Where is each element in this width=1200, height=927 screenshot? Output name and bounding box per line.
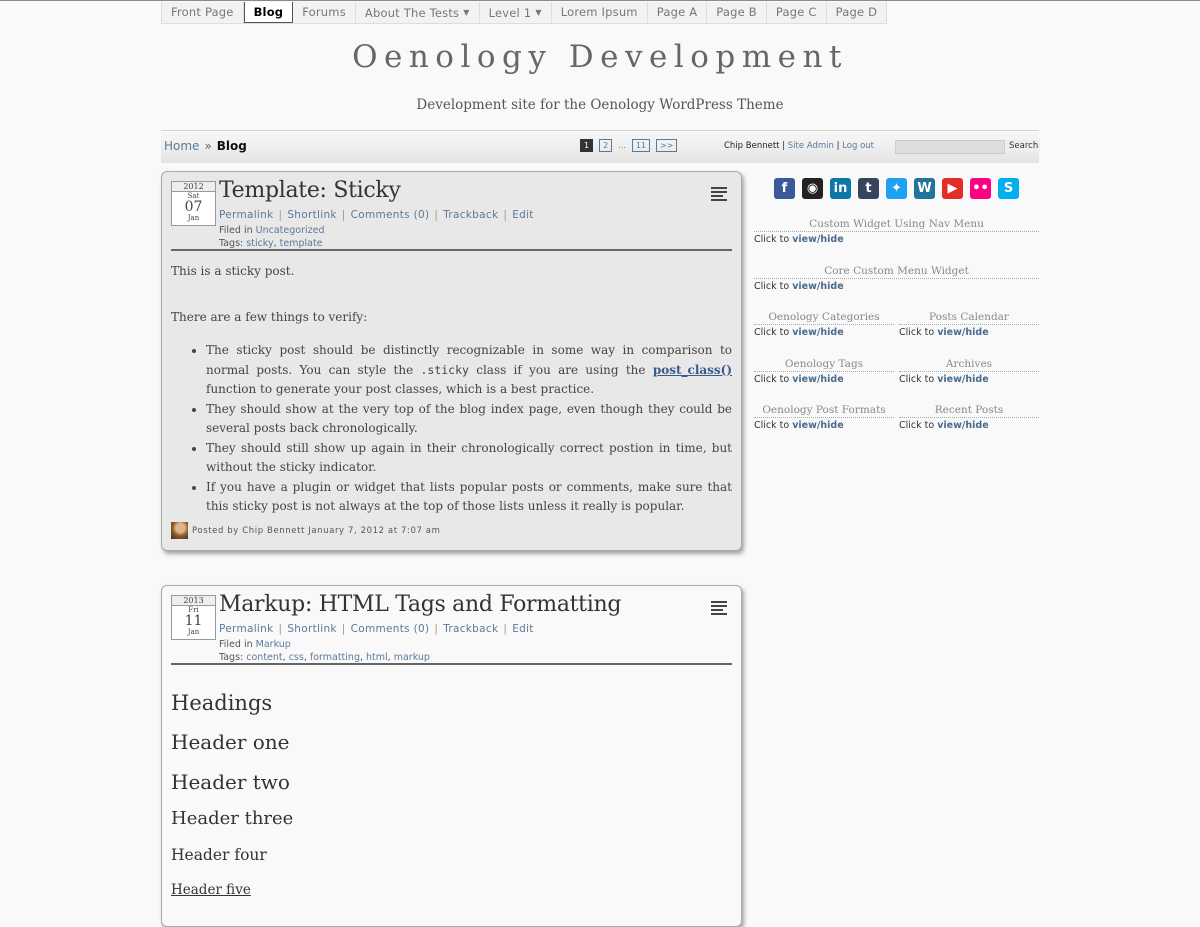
linkedin-icon[interactable]: in <box>830 178 851 199</box>
tags-label: Tags: <box>219 652 244 663</box>
post-title[interactable]: Markup: HTML Tags and Formatting <box>219 592 622 617</box>
post-date-year: 2012 <box>172 182 215 192</box>
tag-separator: , <box>303 652 310 663</box>
nav-item-label: Forums <box>302 5 346 19</box>
edit-link[interactable]: Edit <box>512 623 534 635</box>
tag-link[interactable]: formatting <box>309 652 360 663</box>
heading-sample: Headings <box>171 691 273 715</box>
breadcrumb-separator: » <box>204 139 212 153</box>
nav-item-label: Lorem Ipsum <box>560 5 638 19</box>
nav-item-level-1[interactable] <box>480 2 552 23</box>
widget-core-custom-menu <box>754 264 1039 292</box>
nav-item-page-a[interactable] <box>648 2 708 23</box>
tag-link[interactable]: template <box>279 238 323 249</box>
toggle-prefix: Click to <box>899 374 935 385</box>
heading-five: Header five <box>171 882 251 898</box>
search-input[interactable] <box>895 140 1005 154</box>
pagination-ellipsis: ... <box>618 141 626 150</box>
toggle-prefix: Click to <box>754 234 790 245</box>
widget-custom-nav-menu <box>754 217 1039 245</box>
trackback-link[interactable]: Trackback <box>443 623 499 635</box>
toggle-prefix: Click to <box>754 327 790 338</box>
tag-link[interactable]: content <box>246 652 283 663</box>
github-icon[interactable]: ◉ <box>802 178 823 199</box>
post-class-link[interactable]: post_class() <box>652 362 733 377</box>
toggle-prefix: Click to <box>754 281 790 292</box>
tag-link[interactable]: css <box>288 652 304 663</box>
nav-item-label: Page B <box>716 5 757 19</box>
list-item: • They should still show up again in their chronologically correct postion in time, but without the sticky indicator. <box>206 439 732 478</box>
heading-four: Header four <box>171 846 267 864</box>
nav-item-forums[interactable] <box>293 2 356 23</box>
comments-link[interactable]: Comments (0) <box>350 209 430 221</box>
nav-item-lorem-ipsum[interactable] <box>552 2 648 23</box>
meta-separator: | <box>278 623 283 635</box>
post-meta-links <box>219 623 534 635</box>
facebook-icon[interactable]: f <box>774 178 795 199</box>
shortlink-link[interactable]: Shortlink <box>287 209 337 221</box>
nav-item-about-the-tests[interactable] <box>356 2 480 23</box>
site-description: Development site for the Oenology WordPress Theme <box>416 97 784 113</box>
site-admin-link[interactable]: Site Admin <box>787 141 834 151</box>
list-item-text: function to generate your post classes, which is a best practice. <box>206 382 595 396</box>
pagination-page[interactable]: 11 <box>632 139 650 152</box>
flickr-icon[interactable]: •• <box>970 178 991 199</box>
widget-toggle <box>899 420 1039 431</box>
view-hide-link[interactable]: view/hide <box>792 420 844 431</box>
meta-separator: | <box>341 623 346 635</box>
list-item-text: The sticky post should be distinctly recognizable in some way in comparison to normal posts. You can style the <box>206 343 732 377</box>
meta-separator: | <box>503 209 508 221</box>
post-meta-links <box>219 209 534 221</box>
nav-item-page-c[interactable] <box>767 2 827 23</box>
pagination <box>580 139 677 152</box>
widget-toggle <box>754 234 1039 245</box>
post-content <box>171 262 732 517</box>
post-header-divider <box>171 249 732 251</box>
post-taxonomy <box>219 638 430 664</box>
widget-title: Oenology Post Formats <box>754 403 894 418</box>
widget-title: Recent Posts <box>899 403 1039 418</box>
widget-title: Oenology Categories <box>754 310 894 325</box>
permalink-link[interactable]: Permalink <box>219 209 274 221</box>
post-header-divider <box>171 663 732 665</box>
meta-separator: | <box>434 209 439 221</box>
post-date-day: 07 <box>184 199 203 215</box>
byline-text: Posted by Chip Bennett January 7, 2012 at 7:07 am <box>192 525 441 536</box>
post-date-badge <box>171 181 216 226</box>
widget-post-formats <box>754 403 894 431</box>
post-byline <box>171 522 440 539</box>
widget-toggle <box>754 420 894 431</box>
edit-link[interactable]: Edit <box>512 209 534 221</box>
post-date-day: 11 <box>184 613 203 629</box>
twitter-icon[interactable]: ✦ <box>886 178 907 199</box>
nav-item-page-b[interactable] <box>707 2 767 23</box>
dropdown-caret-icon: ▼ <box>463 8 470 17</box>
tag-link[interactable]: markup <box>393 652 430 663</box>
widget-title: Custom Widget Using Nav Menu <box>754 217 1039 232</box>
post-date-month: Jan <box>187 628 200 636</box>
filed-in-label: Filed in <box>219 639 253 650</box>
comments-link[interactable]: Comments (0) <box>350 623 430 635</box>
inline-code: .sticky <box>420 362 469 377</box>
shortlink-link[interactable]: Shortlink <box>287 623 337 635</box>
tag-separator: , <box>387 652 394 663</box>
heading-one: Header one <box>171 730 290 754</box>
view-hide-link[interactable]: view/hide <box>792 327 844 338</box>
tags-label: Tags: <box>219 238 244 249</box>
widget-posts-calendar <box>899 310 1039 338</box>
meta-separator: | <box>341 209 346 221</box>
widget-recent-posts <box>899 403 1039 431</box>
site-title[interactable]: Oenology Development <box>352 39 848 75</box>
view-hide-link[interactable]: view/hide <box>937 420 989 431</box>
post-date-year: 2013 <box>172 596 215 606</box>
pagination-page: 1 <box>580 139 593 152</box>
meta-separator: | <box>434 623 439 635</box>
wordpress-icon[interactable]: W <box>914 178 935 199</box>
user-name: Chip Bennett <box>724 141 780 151</box>
search-button[interactable]: Search <box>1009 141 1039 151</box>
widget-title: Oenology Tags <box>754 357 894 372</box>
pagination-next[interactable]: >> <box>656 139 677 152</box>
post-date-weekday: Fri <box>188 606 199 614</box>
tumblr-icon[interactable]: t <box>858 178 879 199</box>
filed-in-label: Filed in <box>219 225 253 236</box>
post-paragraph: There are a few things to verify: <box>171 309 368 324</box>
top-navigation <box>161 2 887 24</box>
tag-separator: , <box>282 652 289 663</box>
heading-two: Header two <box>171 770 290 794</box>
tag-separator: , <box>359 652 367 663</box>
dropdown-caret-icon: ▼ <box>535 8 542 17</box>
list-item: • If you have a plugin or widget that lists popular posts or comments, make sure that this sticky post is not always at the top of those lists unless it really is popular. <box>206 478 732 517</box>
standard-format-icon[interactable] <box>711 601 727 615</box>
permalink-link[interactable]: Permalink <box>219 623 274 635</box>
widget-toggle <box>899 327 1039 338</box>
user-links <box>724 141 874 151</box>
user-link-separator: | <box>782 141 786 151</box>
post-sticky <box>161 171 742 551</box>
category-link[interactable]: Uncategorized <box>255 225 325 236</box>
logout-link[interactable]: Log out <box>842 141 875 151</box>
category-link[interactable]: Markup <box>255 639 291 650</box>
widget-title: Posts Calendar <box>899 310 1039 325</box>
nav-item-label: Level 1 <box>488 6 532 20</box>
nav-item-label: Page C <box>775 5 817 19</box>
widget-toggle <box>754 374 894 385</box>
paragraph-spacer <box>171 282 732 308</box>
widget-tags <box>754 357 894 385</box>
nav-item-label: About The Tests <box>364 6 460 20</box>
toggle-prefix: Click to <box>899 420 935 431</box>
view-hide-link[interactable]: view/hide <box>792 281 844 292</box>
widget-toggle <box>754 281 1039 292</box>
nav-item-label: Blog <box>253 5 284 19</box>
nav-item-front-page[interactable] <box>162 2 244 23</box>
standard-format-icon[interactable] <box>711 187 727 201</box>
trackback-link[interactable]: Trackback <box>443 209 499 221</box>
list-item: • They should show at the very top of the blog index page, even though they could be several posts back chronologically. <box>206 400 732 439</box>
widget-toggle <box>754 327 894 338</box>
post-taxonomy <box>219 224 324 250</box>
nav-item-label: Page D <box>835 5 878 19</box>
post-date-weekday: Sat <box>187 192 200 200</box>
meta-separator: | <box>503 623 508 635</box>
breadcrumb-home-link[interactable]: Home <box>164 139 200 153</box>
list-item-text: class if you are using the <box>468 362 653 377</box>
view-hide-link[interactable]: view/hide <box>792 234 844 245</box>
post-date-month: Jan <box>187 214 200 222</box>
widget-title: Core Custom Menu Widget <box>754 264 1039 279</box>
nav-item-blog[interactable] <box>244 2 294 23</box>
list-item <box>206 341 732 400</box>
author-avatar <box>171 522 188 539</box>
view-hide-link[interactable]: view/hide <box>937 374 989 385</box>
view-hide-link[interactable]: view/hide <box>937 327 989 338</box>
tag-link[interactable]: sticky <box>246 238 274 249</box>
widget-title: Archives <box>899 357 1039 372</box>
toggle-prefix: Click to <box>754 374 790 385</box>
breadcrumb-current: Blog <box>216 139 247 153</box>
post-title[interactable]: Template: Sticky <box>219 178 401 203</box>
meta-separator: | <box>278 209 283 221</box>
post-date-badge <box>171 595 216 640</box>
pagination-page[interactable]: 2 <box>599 139 612 152</box>
social-links <box>774 178 1019 199</box>
widget-archives <box>899 357 1039 385</box>
youtube-icon[interactable]: ▶ <box>942 178 963 199</box>
heading-three: Header three <box>171 808 294 829</box>
nav-item-page-d[interactable] <box>827 2 887 23</box>
tag-link[interactable]: html <box>366 652 388 663</box>
widget-toggle <box>899 374 1039 385</box>
toggle-prefix: Click to <box>899 327 935 338</box>
skype-icon[interactable]: S <box>998 178 1019 199</box>
toggle-prefix: Click to <box>754 420 790 431</box>
user-link-separator: | <box>836 141 840 151</box>
view-hide-link[interactable]: view/hide <box>792 374 844 385</box>
post-paragraph: This is a sticky post. <box>171 264 295 278</box>
tag-separator: , <box>273 238 280 249</box>
nav-item-label: Page A <box>656 5 698 19</box>
breadcrumb-bar <box>161 130 1039 163</box>
post-bullet-list <box>171 341 732 517</box>
nav-item-label: Front Page <box>171 5 234 19</box>
breadcrumb <box>164 139 247 153</box>
post-markup <box>161 585 742 927</box>
widget-categories <box>754 310 894 338</box>
